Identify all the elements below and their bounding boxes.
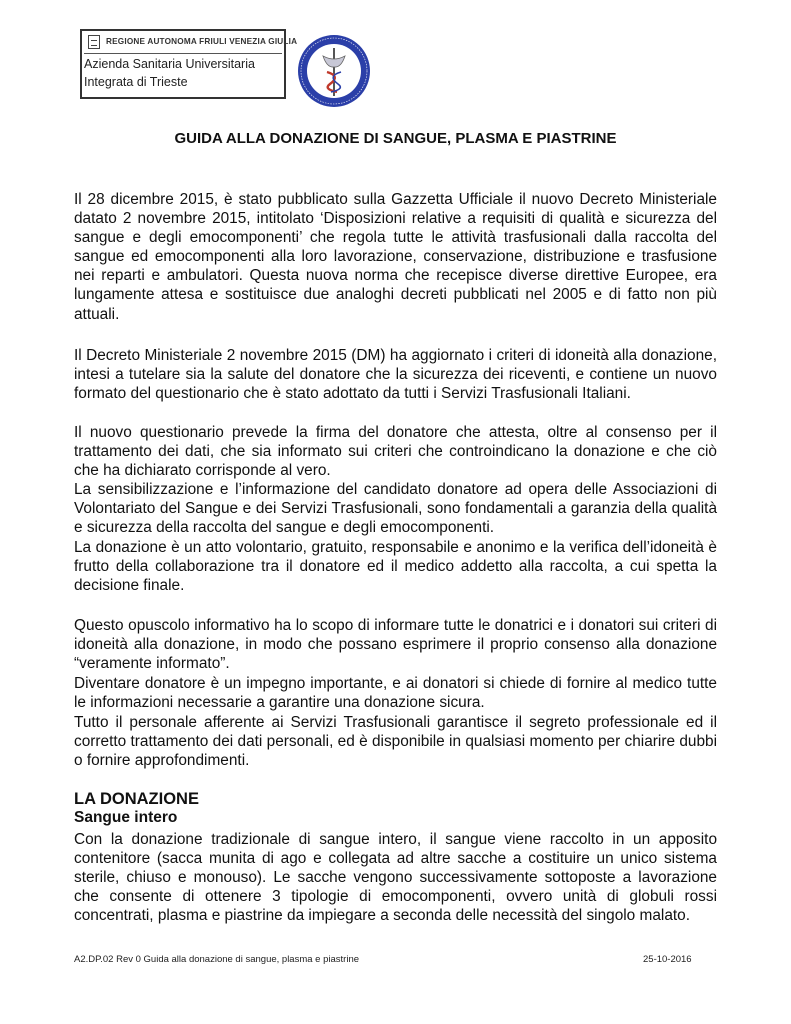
organization-logo bbox=[80, 29, 298, 99]
paragraph: Diventare donatore è un impegno importante, e ai donatori si chiede di fornire al medico tutte le informazioni necessarie a garantire una donazione sicura. bbox=[74, 675, 717, 712]
footer-date: 25-10-2016 bbox=[643, 954, 692, 965]
hospital-seal-icon bbox=[297, 34, 371, 108]
paragraph: La donazione è un atto volontario, gratuito, responsabile e anonimo e la verifica dell’idoneità è frutto della collaborazione tra il donatore ed il medico addetto alla raccolta, a cui spetta la decisione finale. bbox=[74, 539, 717, 595]
org-name-line1: Azienda Sanitaria Universitaria bbox=[84, 57, 255, 71]
footer-document-reference: A2.DP.02 Rev 0 Guida alla donazione di sangue, plasma e piastrine bbox=[74, 954, 360, 965]
paragraph: Il Decreto Ministeriale 2 novembre 2015 (DM) ha aggiornato i criteri di idoneità alla donazione, intesi a tutelare sia la salute del donatore che la sicurezza dei riceventi, e contiene un nuovo formato del questionario che è stato adottato da tutti i Servizi Trasfusionali Italiani. bbox=[74, 347, 717, 403]
paragraph: Il 28 dicembre 2015, è stato pubblicato sulla Gazzetta Ufficiale il nuovo Decreto Ministeriale datato 2 novembre 2015, intitolato ‘Disposizioni relative a requisiti di qualità e sicurezza del sangue e degli emocomponenti’ che regola tutte le attività trasfusionali dalla raccolta del sangue ed emocomponenti alla loro lavorazione, conservazione, distribuzione e trasfusione nei reparti e ambulatori. Questa nuova norma che recepisce diverse direttive Europee, era lungamente attesa e sostituisce due analoghi decreti pubblicati nel 2005 e di fatto non più attuali. bbox=[74, 191, 717, 323]
region-banner bbox=[84, 33, 298, 54]
paragraph: La sensibilizzazione e l’informazione del candidato donatore ad opera delle Associazioni di Volontariato del Sangue e dei Servizi Trasfusionali, sono fondamentali a garanzia della qualità e sicurezza della raccolta del sangue e degli emocomponenti. bbox=[74, 481, 717, 537]
org-name-line2: Integrata di Trieste bbox=[84, 75, 188, 89]
region-emblem-icon bbox=[88, 35, 100, 49]
document-title: GUIDA ALLA DONAZIONE DI SANGUE, PLASMA E PIASTRINE bbox=[174, 130, 617, 147]
region-name: REGIONE AUTONOMA FRIULI VENEZIA GIULIA bbox=[106, 37, 298, 46]
paragraph: Questo opuscolo informativo ha lo scopo di informare tutte le donatrici e i donatori sui criteri di idoneità alla donazione, in modo che possano esprimere il proprio consenso alla donazione “veramente informato”. bbox=[74, 617, 717, 673]
subsection-heading: Sangue intero bbox=[74, 809, 178, 826]
paragraph: Il nuovo questionario prevede la firma del donatore che attesta, oltre al consenso per il trattamento dei dati, che sia informato sui criteri che controindicano la donazione e che ciò che ha dichiarato corrisponde al vero. bbox=[74, 424, 717, 480]
section-heading: LA DONAZIONE bbox=[74, 790, 199, 808]
paragraph: Con la donazione tradizionale di sangue intero, il sangue viene raccolto in un apposito contenitore (sacca munita di ago e collegata ad altre sacche a costituire un unico sistema sterile, chiuso e monouso). Le sacche vengono successivamente sottoposte a lavorazione che consente di ottenere 3 tipologie di emocomponenti, ovvero unità di globuli rossi concentrati, plasma e piastrine da impiegare a seconda delle necessità del singolo malato. bbox=[74, 831, 717, 925]
paragraph: Tutto il personale afferente ai Servizi Trasfusionali garantisce il segreto professionale ed il corretto trattamento dei dati personali, ed è disponibile in qualsiasi momento per chiarire dubbi o fornire approfondimenti. bbox=[74, 714, 717, 770]
